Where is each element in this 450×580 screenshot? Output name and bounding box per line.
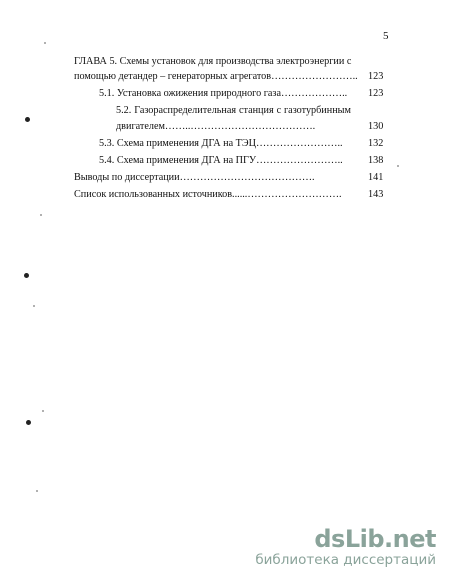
- scan-speck: [40, 214, 42, 216]
- toc-chapter5-page: 123: [368, 71, 384, 82]
- watermark-brand: dsLib.net: [314, 525, 436, 553]
- page-number: 5: [383, 30, 389, 42]
- toc-conclusions: Выводы по диссертации………………………………….: [74, 172, 315, 183]
- toc-references-page: 143: [368, 189, 384, 200]
- toc-section-5-3: 5.3. Схема применения ДГА на ТЭЦ……………………..: [99, 138, 343, 149]
- scan-speck: [25, 117, 30, 122]
- toc-chapter5-title-line2: помощью детандер – генераторных агрегатов……………………..: [74, 71, 358, 82]
- toc-section-5-4-page: 138: [368, 155, 384, 166]
- scan-speck: [24, 273, 29, 278]
- scan-speck: [33, 305, 35, 307]
- toc-section-5-1: 5.1. Установка ожижения природного газа………………..: [99, 88, 348, 99]
- toc-section-5-2-word: газотурбинным: [284, 105, 351, 116]
- toc-section-5-2-page: 130: [368, 121, 384, 132]
- scan-speck: [44, 42, 46, 44]
- scan-speck: [397, 165, 399, 167]
- toc-section-5-2-word: с: [276, 105, 282, 116]
- scan-speck: [42, 410, 44, 412]
- toc-section-5-2-line2: двигателем……..……………………………….: [116, 121, 316, 132]
- toc-section-5-2-word: 5.2.: [116, 105, 132, 116]
- toc-section-5-3-page: 132: [368, 138, 384, 149]
- watermark: [255, 526, 436, 568]
- scan-speck: [26, 420, 31, 425]
- toc-conclusions-page: 141: [368, 172, 384, 183]
- scan-speck: [36, 490, 38, 492]
- toc-section-5-4: 5.4. Схема применения ДГА на ПГУ……………………..: [99, 155, 343, 166]
- toc-section-5-2-word: станция: [238, 105, 274, 116]
- toc-chapter5-title-line1: ГЛАВА 5. Схемы установок для производства электроэнергии с: [74, 56, 352, 67]
- toc-section-5-2-line1: [116, 104, 351, 117]
- toc-section-5-2-word: Газораспределительная: [134, 105, 237, 116]
- watermark-subtitle: библиотека диссертаций: [255, 552, 436, 568]
- toc-section-5-1-page: 123: [368, 88, 384, 99]
- toc-references: Список использованных источников......……………………….: [74, 189, 342, 200]
